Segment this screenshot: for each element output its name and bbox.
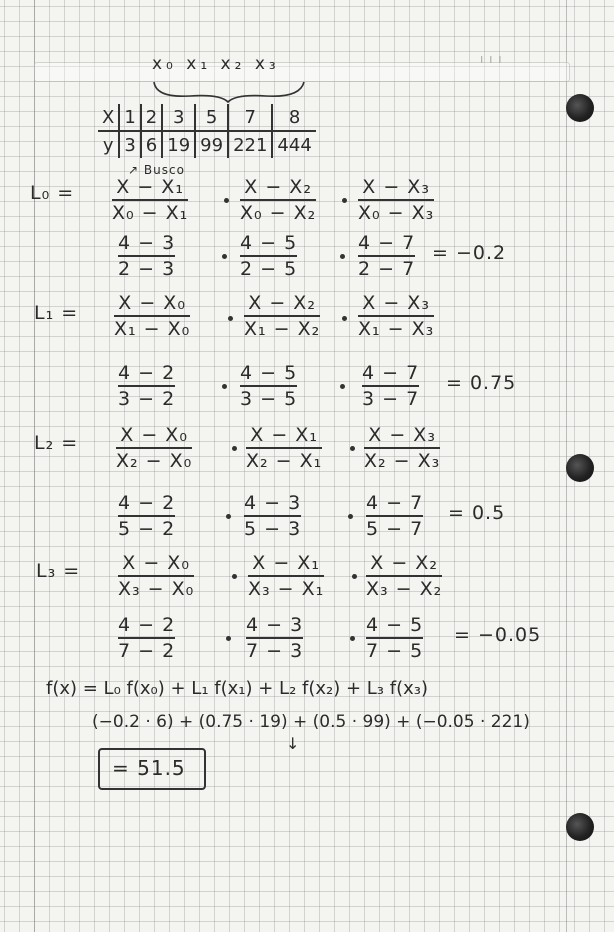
l2-result: = 0.5: [448, 502, 506, 524]
binder-hole-middle: [566, 454, 594, 482]
numerator: X − X₂: [244, 176, 312, 198]
multiply-dot: [350, 446, 355, 451]
l0-eval-1: [118, 232, 175, 280]
l0-term-3: [358, 176, 434, 224]
multiply-dot: [350, 636, 355, 641]
multiply-dot: [222, 254, 227, 259]
multiply-dot: [228, 316, 233, 321]
l0-eval-2: [240, 232, 297, 280]
denominator: X₀ − X₂: [240, 202, 317, 224]
y-cell: 221: [228, 131, 272, 158]
denominator: 2 − 3: [118, 258, 176, 280]
l3-eval-3: [366, 614, 423, 662]
x-cell: 7: [228, 104, 272, 131]
numerator: X − X₁: [252, 552, 320, 574]
denominator: 3 − 7: [362, 388, 420, 410]
l1-label: L₁ =: [34, 302, 79, 324]
x-header: X: [98, 104, 119, 131]
l3-eval-2: [246, 614, 303, 662]
y-cell: 19: [162, 131, 195, 158]
numerator: X − X₃: [368, 424, 436, 446]
l0-eval-3: [358, 232, 415, 280]
numerator: 4 − 2: [118, 614, 176, 636]
numerator: 4 − 5: [240, 232, 298, 254]
numerator: X − X₂: [248, 292, 316, 314]
table-row-y: [98, 131, 316, 158]
numerator: 4 − 7: [362, 362, 420, 384]
x-cell: 1: [119, 104, 140, 131]
denominator: X₀ − X₃: [358, 202, 435, 224]
numerator: X − X₀: [120, 424, 188, 446]
numerator: 4 − 7: [366, 492, 424, 514]
numerator: X − X₃: [362, 176, 430, 198]
l3-term-2: [248, 552, 324, 600]
multiply-dot: [352, 574, 357, 579]
denominator: X₃ − X₁: [248, 578, 325, 600]
x-cell: 8: [272, 104, 315, 131]
multiply-dot: [348, 514, 353, 519]
l2-label: L₂ =: [34, 432, 79, 454]
down-arrow: ↓: [286, 734, 301, 753]
y-cell: 3: [119, 131, 140, 158]
numerator: X − X₀: [122, 552, 190, 574]
busco-annotation: ↗ Busco: [128, 163, 185, 177]
denominator: 3 − 5: [240, 388, 298, 410]
l1-term-1: [114, 292, 190, 340]
l1-result: = 0.75: [446, 372, 517, 394]
denominator: 7 − 5: [366, 640, 424, 662]
denominator: X₀ − X₁: [112, 202, 189, 224]
x-cell: 5: [195, 104, 228, 131]
final-answer: = 51.5: [112, 756, 186, 780]
multiply-dot: [340, 384, 345, 389]
multiply-dot: [342, 198, 347, 203]
numerator: 4 − 2: [118, 362, 176, 384]
x-cell: 3: [162, 104, 195, 131]
numerator: 4 − 3: [246, 614, 304, 636]
numerator: 4 − 3: [118, 232, 176, 254]
l0-result: = −0.2: [432, 242, 507, 264]
table-row-x: [98, 104, 316, 131]
multiply-dot: [232, 574, 237, 579]
l0-label: L₀ =: [30, 182, 75, 204]
numerator: X − X₁: [250, 424, 318, 446]
numerator: X − X₂: [370, 552, 438, 574]
y-header: y: [102, 134, 114, 156]
denominator: X₂ − X₀: [116, 450, 193, 472]
denominator: X₁ − X₂: [244, 318, 321, 340]
l2-eval-3: [366, 492, 423, 540]
l2-eval-2: [244, 492, 301, 540]
l0-term-1: [112, 176, 188, 224]
denominator: 2 − 7: [358, 258, 416, 280]
numerator: X − X₀: [118, 292, 186, 314]
denominator: X₃ − X₂: [366, 578, 443, 600]
denominator: 5 − 2: [118, 518, 176, 540]
lagrange-formula: f(x) = L₀ f(x₀) + L₁ f(x₁) + L₂ f(x₂) + L₃ f(x₃): [46, 678, 428, 699]
numerator: X − X₁: [116, 176, 184, 198]
l3-term-1: [118, 552, 194, 600]
y-cell: 99: [195, 131, 228, 158]
multiply-dot: [232, 446, 237, 451]
l2-term-2: [246, 424, 322, 472]
multiply-dot: [226, 636, 231, 641]
busco-text: Busco: [143, 163, 185, 177]
numerator: X − X₃: [362, 292, 430, 314]
l1-eval-2: [240, 362, 297, 410]
denominator: 5 − 3: [244, 518, 302, 540]
multiply-dot: [226, 514, 231, 519]
y-cell: 6: [141, 131, 162, 158]
l3-result: = −0.05: [454, 624, 542, 646]
numerator: 4 − 3: [244, 492, 302, 514]
multiply-dot: [342, 316, 347, 321]
l0-term-2: [240, 176, 316, 224]
denominator: 3 − 2: [118, 388, 176, 410]
denominator: 7 − 3: [246, 640, 304, 662]
multiply-dot: [224, 198, 229, 203]
x-cell: 2: [141, 104, 162, 131]
numerator: 4 − 2: [118, 492, 176, 514]
denominator: X₂ − X₁: [246, 450, 323, 472]
left-margin-line: [34, 0, 35, 932]
multiply-dot: [222, 384, 227, 389]
numerator: 4 − 5: [240, 362, 298, 384]
y-cell: 444: [272, 131, 315, 158]
denominator: 2 − 5: [240, 258, 298, 280]
l3-eval-1: [118, 614, 175, 662]
l1-term-2: [244, 292, 320, 340]
denominator: X₃ − X₀: [118, 578, 195, 600]
denominator: X₂ − X₃: [364, 450, 441, 472]
l3-term-3: [366, 552, 442, 600]
binder-hole-top: [566, 94, 594, 122]
denominator: X₁ − X₀: [114, 318, 191, 340]
l2-term-1: [116, 424, 192, 472]
numerator: 4 − 5: [366, 614, 424, 636]
l1-term-3: [358, 292, 434, 340]
denominator: 5 − 7: [366, 518, 424, 540]
denominator: 7 − 2: [118, 640, 176, 662]
corner-marks: ı ı ı: [480, 52, 503, 66]
data-table: [98, 104, 316, 158]
l1-eval-1: [118, 362, 175, 410]
binder-hole-bottom: [566, 813, 594, 841]
numerator: 4 − 7: [358, 232, 416, 254]
substituted-formula: (−0.2 · 6) + (0.75 · 19) + (0.5 · 99) + (−0.05 · 221): [92, 712, 530, 732]
l2-term-3: [364, 424, 440, 472]
l1-eval-3: [362, 362, 419, 410]
l3-label: L₃ =: [36, 560, 81, 582]
denominator: X₁ − X₃: [358, 318, 435, 340]
l2-eval-1: [118, 492, 175, 540]
node-labels: x₀ x₁ x₂ x₃: [152, 54, 280, 74]
node-brace: [150, 78, 310, 104]
multiply-dot: [340, 254, 345, 259]
